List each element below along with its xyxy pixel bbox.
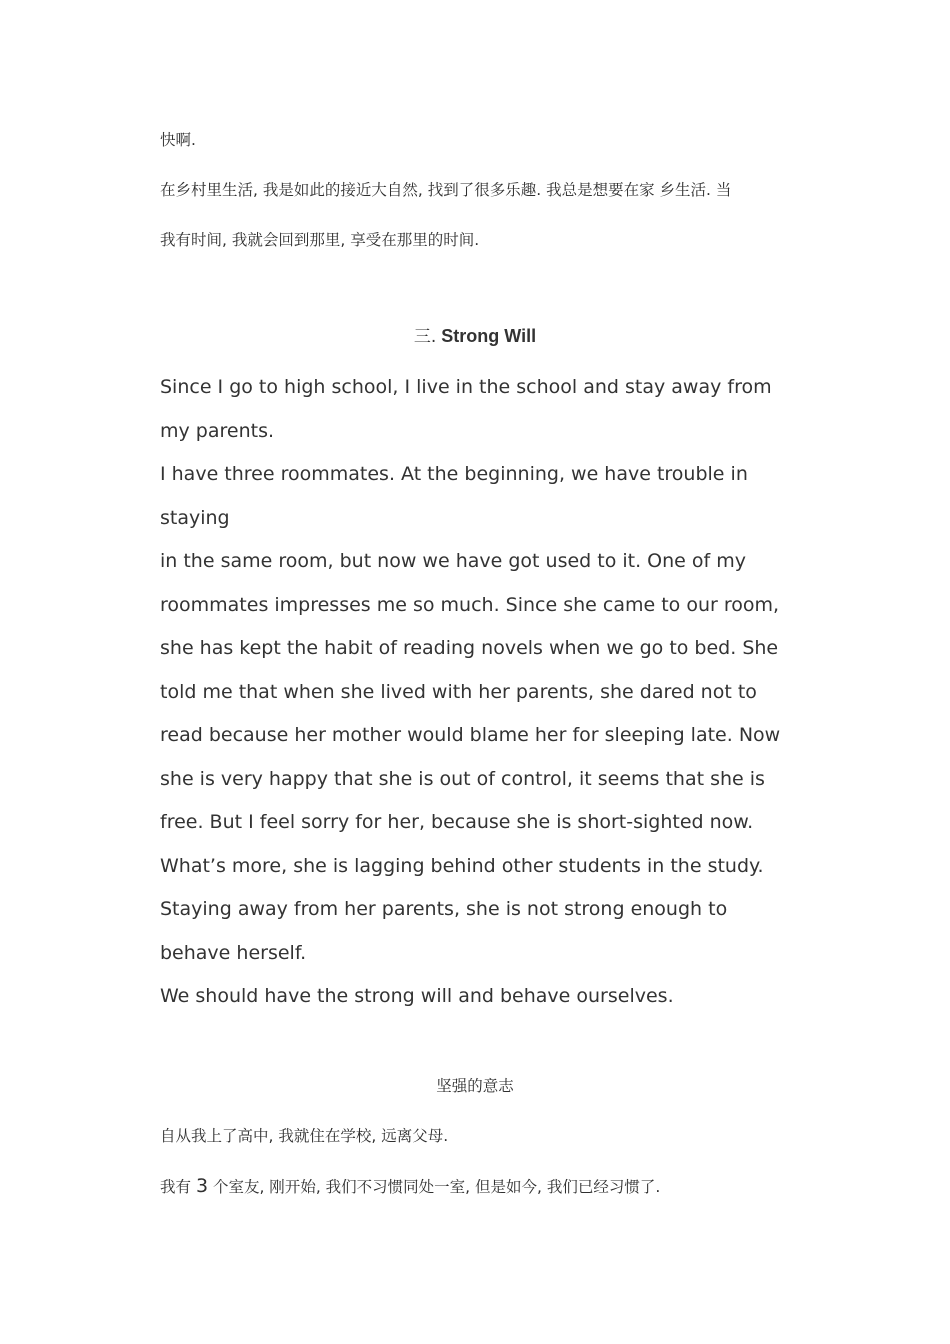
chinese-text-line: 自从我上了高中, 我就住在学校, 远离父母.	[160, 1127, 449, 1145]
section-number: 三.	[413, 327, 437, 347]
english-text-line: she has kept the habit of reading novels when we go to bed. She	[160, 637, 779, 659]
english-text-line: staying	[160, 506, 230, 529]
chinese-text-line: 快啊.	[160, 131, 196, 149]
chinese-text-line	[160, 1176, 660, 1197]
english-text-line: free. But I feel sorry for her, because she is short-sighted now.	[160, 811, 754, 833]
chinese-text-segment: 个室友, 刚开始, 我们不习惯同处一室, 但是如今, 我们已经习惯了.	[208, 1178, 661, 1196]
chinese-text-line: 在乡村里生活, 我是如此的接近大自然, 找到了很多乐趣. 我总是想要在家 乡生活. 当	[160, 181, 732, 199]
chinese-text-line: 我有时间, 我就会回到那里, 享受在那里的时间.	[160, 231, 480, 249]
english-text-line: We should have the strong will and behave ourselves.	[160, 985, 674, 1007]
chinese-section-title: 坚强的意志	[436, 1077, 514, 1095]
english-text-line: I have three roommates. At the beginning, we have trouble in	[160, 463, 748, 485]
chinese-text-segment: 我有	[160, 1178, 196, 1196]
english-text-line: told me that when she lived with her parents, she dared not to	[160, 680, 757, 703]
english-paragraph	[160, 366, 800, 1019]
english-text-line: read because her mother would blame her for sleeping late. Now	[160, 724, 781, 746]
number-text: 3	[195, 1175, 209, 1197]
english-text-line: What’s more, she is lagging behind other students in the study.	[160, 854, 764, 877]
section-title: Strong Will	[441, 326, 537, 346]
english-text-line: in the same room, but now we have got used to it. One of my	[160, 550, 747, 572]
english-text-line: behave herself.	[160, 941, 307, 964]
section-heading	[0, 324, 950, 349]
english-text-line: she is very happy that she is out of control, it seems that she is	[160, 767, 765, 790]
english-text-line: my parents.	[160, 419, 275, 442]
english-text-line: roommates impresses me so much. Since she came to our room,	[160, 593, 780, 616]
english-text-line: Staying away from her parents, she is not strong enough to	[160, 898, 728, 920]
english-text-line: Since I go to high school, I live in the school and stay away from	[160, 376, 772, 398]
